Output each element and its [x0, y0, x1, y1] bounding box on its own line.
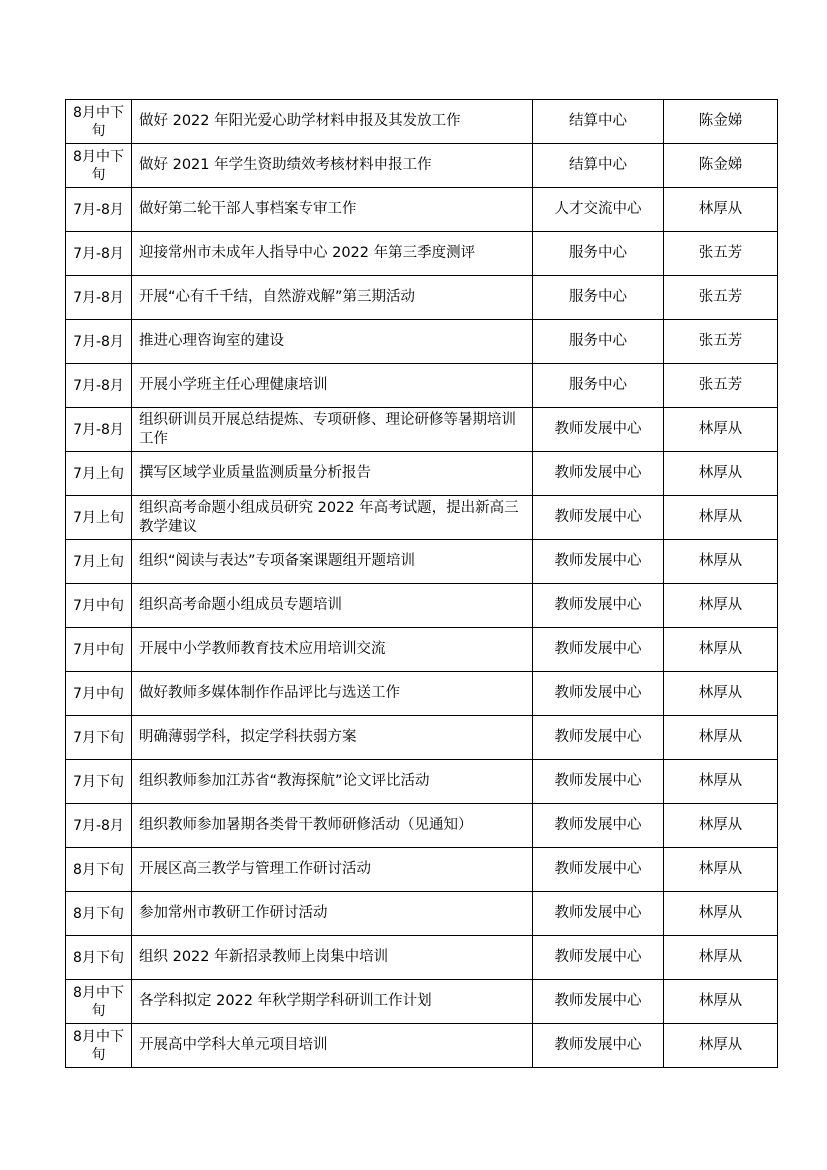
table-row — [66, 100, 778, 144]
person-cell: 林厚从 — [664, 188, 778, 232]
table-row — [66, 760, 778, 804]
time-cell: 7月-8月 — [66, 804, 132, 848]
person-cell: 林厚从 — [664, 540, 778, 584]
table-row — [66, 804, 778, 848]
time-cell: 7月-8月 — [66, 408, 132, 452]
task-cell: 迎接常州市未成年人指导中心 2022 年第三季度测评 — [132, 232, 533, 276]
time-cell: 7月-8月 — [66, 364, 132, 408]
table-row — [66, 364, 778, 408]
table-row — [66, 144, 778, 188]
person-cell: 林厚从 — [664, 584, 778, 628]
task-cell: 开展小学班主任心理健康培训 — [132, 364, 533, 408]
department-cell: 教师发展中心 — [533, 1024, 664, 1068]
task-cell: 开展“心有千千结，自然游戏解”第三期活动 — [132, 276, 533, 320]
time-cell: 7月中旬 — [66, 584, 132, 628]
time-cell: 7月-8月 — [66, 188, 132, 232]
time-cell: 7月上旬 — [66, 496, 132, 540]
task-cell: 开展中小学教师教育技术应用培训交流 — [132, 628, 533, 672]
task-cell: 明确薄弱学科，拟定学科扶弱方案 — [132, 716, 533, 760]
time-cell: 7月上旬 — [66, 540, 132, 584]
table-row — [66, 408, 778, 452]
department-cell: 服务中心 — [533, 320, 664, 364]
department-cell: 教师发展中心 — [533, 540, 664, 584]
department-cell: 服务中心 — [533, 232, 664, 276]
work-plan-table — [65, 99, 778, 1068]
task-cell: 开展高中学科大单元项目培训 — [132, 1024, 533, 1068]
table-row — [66, 716, 778, 760]
table-row — [66, 540, 778, 584]
person-cell: 林厚从 — [664, 892, 778, 936]
person-cell: 林厚从 — [664, 936, 778, 980]
table-row — [66, 848, 778, 892]
department-cell: 结算中心 — [533, 100, 664, 144]
time-cell: 8月中下旬 — [66, 100, 132, 144]
table-row — [66, 628, 778, 672]
table-row — [66, 1024, 778, 1068]
table-row — [66, 980, 778, 1024]
table-row — [66, 936, 778, 980]
person-cell: 张五芳 — [664, 320, 778, 364]
department-cell: 教师发展中心 — [533, 804, 664, 848]
department-cell: 教师发展中心 — [533, 848, 664, 892]
person-cell: 林厚从 — [664, 452, 778, 496]
person-cell: 陈金娣 — [664, 144, 778, 188]
person-cell: 林厚从 — [664, 1024, 778, 1068]
person-cell: 张五芳 — [664, 232, 778, 276]
department-cell: 结算中心 — [533, 144, 664, 188]
person-cell: 林厚从 — [664, 716, 778, 760]
department-cell: 教师发展中心 — [533, 408, 664, 452]
person-cell: 林厚从 — [664, 848, 778, 892]
department-cell: 教师发展中心 — [533, 936, 664, 980]
department-cell: 教师发展中心 — [533, 980, 664, 1024]
department-cell: 教师发展中心 — [533, 452, 664, 496]
table-row — [66, 496, 778, 540]
person-cell: 林厚从 — [664, 408, 778, 452]
task-cell: 做好第二轮干部人事档案专审工作 — [132, 188, 533, 232]
person-cell: 林厚从 — [664, 760, 778, 804]
department-cell: 服务中心 — [533, 364, 664, 408]
time-cell: 8月下旬 — [66, 848, 132, 892]
person-cell: 林厚从 — [664, 804, 778, 848]
table-row — [66, 320, 778, 364]
person-cell: 陈金娣 — [664, 100, 778, 144]
time-cell: 7月-8月 — [66, 320, 132, 364]
task-cell: 做好 2022 年阳光爱心助学材料申报及其发放工作 — [132, 100, 533, 144]
person-cell: 林厚从 — [664, 628, 778, 672]
department-cell: 教师发展中心 — [533, 628, 664, 672]
person-cell: 林厚从 — [664, 980, 778, 1024]
task-cell: 各学科拟定 2022 年秋学期学科研训工作计划 — [132, 980, 533, 1024]
table-body — [66, 100, 778, 1068]
department-cell: 教师发展中心 — [533, 892, 664, 936]
department-cell: 教师发展中心 — [533, 496, 664, 540]
time-cell: 8月中下旬 — [66, 144, 132, 188]
table-row — [66, 452, 778, 496]
department-cell: 服务中心 — [533, 276, 664, 320]
task-cell: 开展区高三教学与管理工作研讨活动 — [132, 848, 533, 892]
time-cell: 7月-8月 — [66, 276, 132, 320]
table-row — [66, 892, 778, 936]
time-cell: 7月中旬 — [66, 672, 132, 716]
task-cell: 参加常州市教研工作研讨活动 — [132, 892, 533, 936]
time-cell: 7月中旬 — [66, 628, 132, 672]
table-row — [66, 276, 778, 320]
table-row — [66, 584, 778, 628]
task-cell: 组织 2022 年新招录教师上岗集中培训 — [132, 936, 533, 980]
person-cell: 张五芳 — [664, 364, 778, 408]
department-cell: 教师发展中心 — [533, 716, 664, 760]
time-cell: 8月中下旬 — [66, 980, 132, 1024]
person-cell: 张五芳 — [664, 276, 778, 320]
task-cell: 做好 2021 年学生资助绩效考核材料申报工作 — [132, 144, 533, 188]
task-cell: 组织高考命题小组成员研究 2022 年高考试题，提出新高三教学建议 — [132, 496, 533, 540]
task-cell: 组织教师参加江苏省“教海探航”论文评比活动 — [132, 760, 533, 804]
time-cell: 7月下旬 — [66, 760, 132, 804]
time-cell: 8月下旬 — [66, 892, 132, 936]
table-row — [66, 188, 778, 232]
time-cell: 7月上旬 — [66, 452, 132, 496]
task-cell: 撰写区域学业质量监测质量分析报告 — [132, 452, 533, 496]
time-cell: 7月下旬 — [66, 716, 132, 760]
time-cell: 8月中下旬 — [66, 1024, 132, 1068]
task-cell: 做好教师多媒体制作作品评比与选送工作 — [132, 672, 533, 716]
task-cell: 推进心理咨询室的建设 — [132, 320, 533, 364]
department-cell: 人才交流中心 — [533, 188, 664, 232]
task-cell: 组织高考命题小组成员专题培训 — [132, 584, 533, 628]
task-cell: 组织研训员开展总结提炼、专项研修、理论研修等暑期培训工作 — [132, 408, 533, 452]
department-cell: 教师发展中心 — [533, 584, 664, 628]
time-cell: 8月下旬 — [66, 936, 132, 980]
department-cell: 教师发展中心 — [533, 760, 664, 804]
person-cell: 林厚从 — [664, 672, 778, 716]
department-cell: 教师发展中心 — [533, 672, 664, 716]
task-cell: 组织教师参加暑期各类骨干教师研修活动（见通知） — [132, 804, 533, 848]
time-cell: 7月-8月 — [66, 232, 132, 276]
table-row — [66, 232, 778, 276]
person-cell: 林厚从 — [664, 496, 778, 540]
task-cell: 组织“阅读与表达”专项备案课题组开题培训 — [132, 540, 533, 584]
table-row — [66, 672, 778, 716]
